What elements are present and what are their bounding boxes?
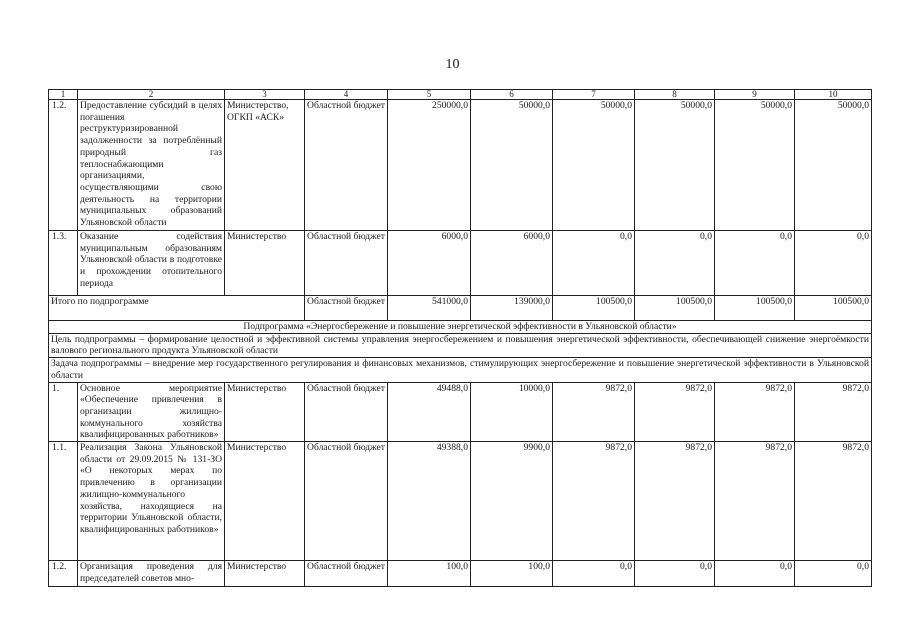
amount-cell: 0,0 [635, 231, 715, 296]
executor: Министерство [225, 382, 305, 442]
amount-cell: 6000,0 [388, 231, 471, 296]
amount-cell: 50000,0 [553, 100, 635, 231]
amount-cell: 100,0 [388, 561, 471, 587]
activity-description: Основное мероприятие «Обеспечение привлечения в организации жилищно-коммунального хозяйства квалифицированных работников» [78, 382, 225, 442]
program-table [48, 89, 872, 587]
amount-cell: 9872,0 [553, 442, 635, 561]
budget-source: Областной бюджет [305, 561, 388, 587]
budget-source: Областной бюджет [305, 100, 388, 231]
amount-cell: 10000,0 [471, 382, 553, 442]
activity-description: Организация проведения для председателей советов мно- [78, 561, 225, 587]
budget-source: Областной бюджет [305, 382, 388, 442]
table-row [49, 442, 872, 561]
amount-cell: 49388,0 [388, 442, 471, 561]
amount-cell: 100,0 [471, 561, 553, 587]
amount-cell: 9872,0 [715, 442, 795, 561]
executor: Министерство [225, 231, 305, 296]
budget-source: Областной бюджет [305, 442, 388, 561]
amount-cell: 100500,0 [715, 296, 795, 321]
row-number: 1.3. [49, 231, 78, 296]
amount-cell: 0,0 [715, 561, 795, 587]
column-number: 6 [471, 90, 553, 100]
amount-cell: 50000,0 [795, 100, 872, 231]
row-number: 1.2. [49, 100, 78, 231]
activity-description: Реализация Закона Ульяновской области от 29.09.2015 № 131-ЗО «О некоторых мерах по привлечению в организации жилищно-коммунального хозяйства, находящиеся на территории Ульяновской области, квалифицированных работников» [78, 442, 225, 561]
activity-description: Предоставление субсидий в целях погашения реструктуризированной задолженности за потреблённый природный газ теплоснабжающими организациями, осуществляющими свою деятельность на территории муниципальных образований Ульяновской области [78, 100, 225, 231]
executor: Министерство [225, 561, 305, 587]
budget-source: Областной бюджет [305, 296, 388, 321]
total-label: Итого по подпрограмме [49, 296, 305, 321]
amount-cell: 0,0 [715, 231, 795, 296]
amount-cell: 9900,0 [471, 442, 553, 561]
subprogram-goal: Цель подпрограммы – формирование целостной и эффективной системы управления энергосбережением и повышения энергетической эффективности, обеспечивающей снижение энергоёмкости валового регионального продукта Ульяновской области [49, 333, 872, 357]
subprogram-title-row [49, 321, 872, 334]
column-number: 10 [795, 90, 872, 100]
amount-cell: 541000,0 [388, 296, 471, 321]
amount-cell: 0,0 [795, 561, 872, 587]
amount-cell: 9872,0 [795, 442, 872, 561]
amount-cell: 0,0 [553, 231, 635, 296]
column-number: 7 [553, 90, 635, 100]
amount-cell: 100500,0 [795, 296, 872, 321]
amount-cell: 9872,0 [715, 382, 795, 442]
column-number: 1 [49, 90, 78, 100]
table-row [49, 100, 872, 231]
row-number: 1.2. [49, 561, 78, 587]
activity-description: Оказание содействия муниципальным образованиям Ульяновской области в подготовке и прохождении отопительного периода [78, 231, 225, 296]
amount-cell: 250000,0 [388, 100, 471, 231]
table-row [49, 561, 872, 587]
executor: Министерство [225, 442, 305, 561]
column-number: 8 [635, 90, 715, 100]
amount-cell: 0,0 [553, 561, 635, 587]
budget-source: Областной бюджет [305, 231, 388, 296]
executor: Министерство, ОГКП «АСК» [225, 100, 305, 231]
amount-cell: 50000,0 [635, 100, 715, 231]
page-number: 10 [445, 57, 460, 72]
amount-cell: 0,0 [635, 561, 715, 587]
subprogram-goal-row [49, 333, 872, 357]
amount-cell: 49488,0 [388, 382, 471, 442]
subprogram-task-row [49, 358, 872, 382]
amount-cell: 9872,0 [635, 382, 715, 442]
total-row [49, 296, 872, 321]
column-number-row [49, 90, 872, 100]
amount-cell: 0,0 [795, 231, 872, 296]
subprogram-task: Задача подпрограммы – внедрение мер государственного регулирования и финансовых механизмов, стимулирующих энергосбережение и повышение энергетической эффективности в Ульяновской области [49, 358, 872, 382]
column-number: 4 [305, 90, 388, 100]
amount-cell: 6000,0 [471, 231, 553, 296]
amount-cell: 100500,0 [635, 296, 715, 321]
column-number: 5 [388, 90, 471, 100]
amount-cell: 9872,0 [553, 382, 635, 442]
column-number: 9 [715, 90, 795, 100]
amount-cell: 100500,0 [553, 296, 635, 321]
amount-cell: 9872,0 [635, 442, 715, 561]
column-number: 3 [225, 90, 305, 100]
subprogram-title: Подпрограмма «Энергосбережение и повышение энергетической эффективности в Ульяновской области» [49, 321, 872, 334]
row-number: 1.1. [49, 442, 78, 561]
table-row [49, 382, 872, 442]
row-number: 1. [49, 382, 78, 442]
table-row [49, 231, 872, 296]
amount-cell: 50000,0 [471, 100, 553, 231]
amount-cell: 50000,0 [715, 100, 795, 231]
column-number: 2 [78, 90, 225, 100]
amount-cell: 139000,0 [471, 296, 553, 321]
amount-cell: 9872,0 [795, 382, 872, 442]
